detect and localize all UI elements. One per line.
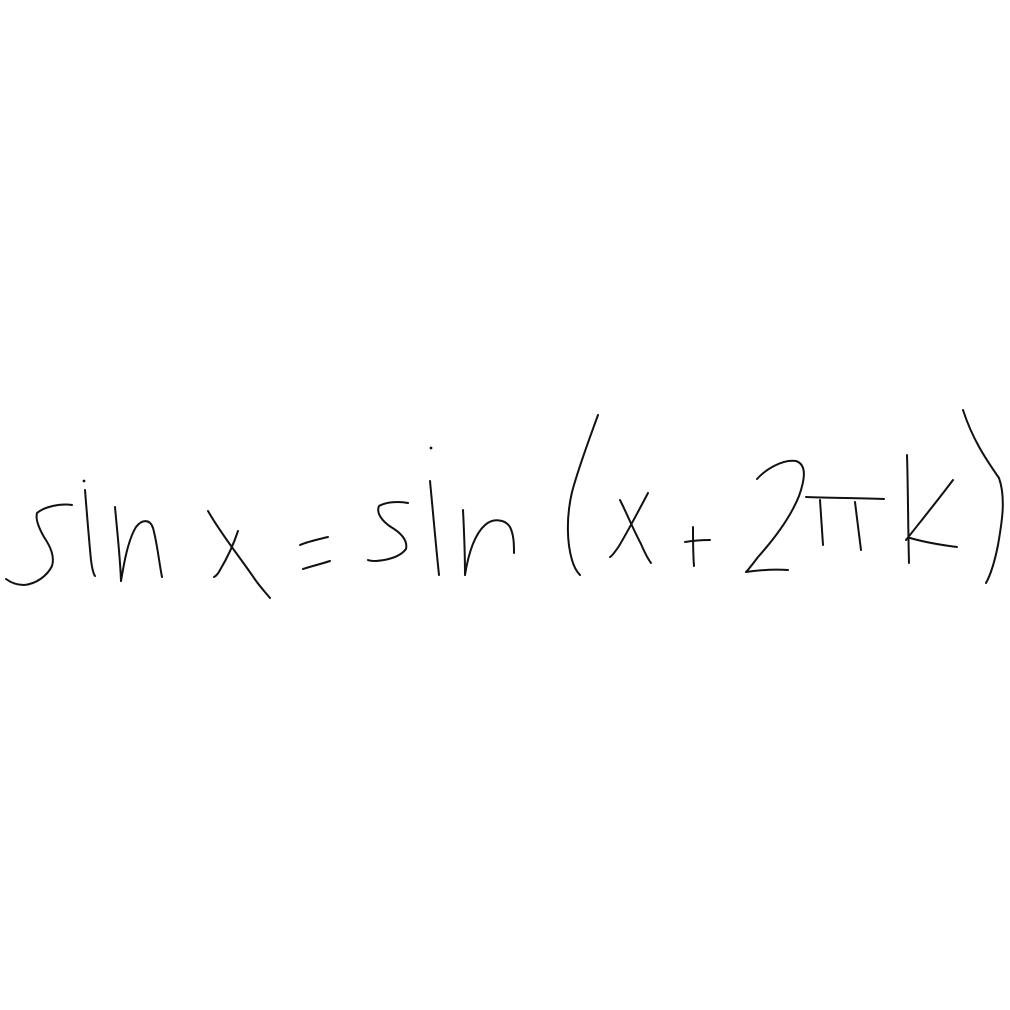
glyph-s-2 — [368, 502, 408, 561]
glyph-close-paren — [963, 410, 1003, 583]
glyph-k — [906, 455, 957, 563]
glyph-s-1 — [6, 504, 72, 585]
glyph-x-2 — [610, 493, 651, 563]
glyph-open-paren — [568, 415, 598, 575]
glyph-n-2 — [463, 510, 514, 575]
glyph-i-2 — [430, 447, 439, 575]
glyph-two — [746, 461, 804, 572]
glyph-plus — [685, 527, 710, 566]
glyph-n-1 — [115, 507, 162, 581]
glyph-x-1 — [208, 511, 270, 598]
glyph-i-1 — [83, 480, 95, 576]
glyph-equals — [300, 537, 330, 569]
glyph-pi — [806, 497, 884, 550]
